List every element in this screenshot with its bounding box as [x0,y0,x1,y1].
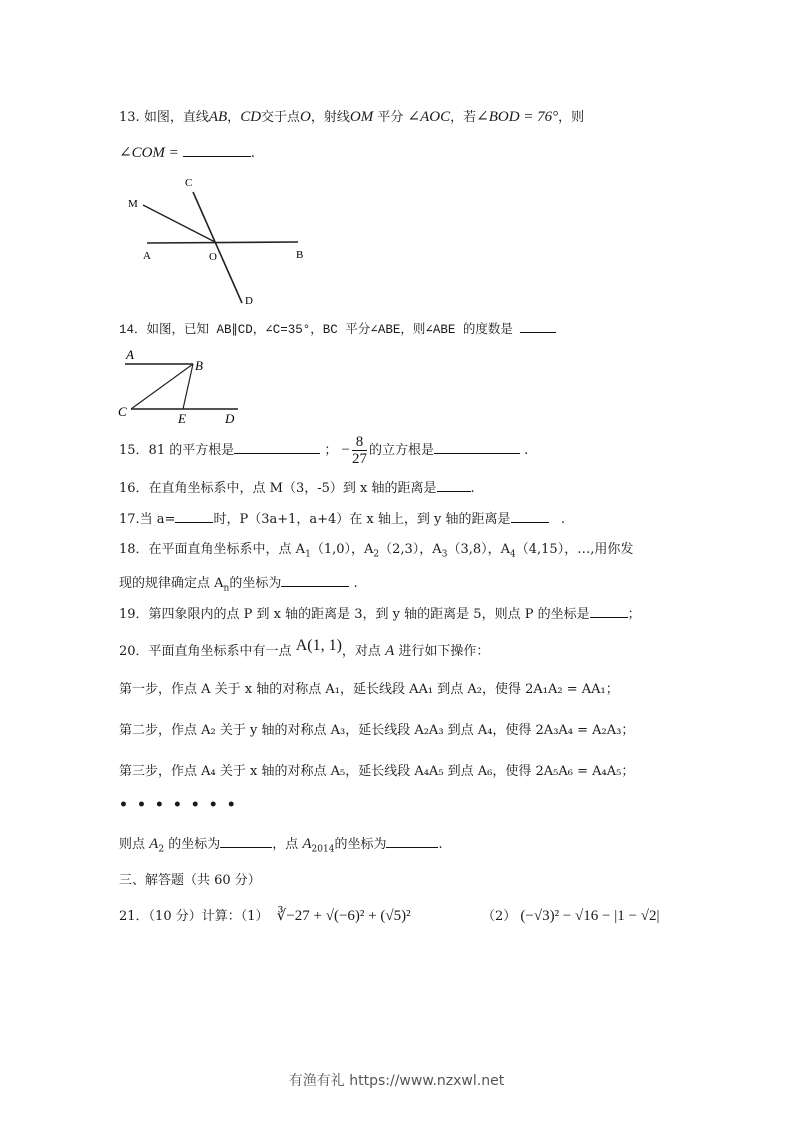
point-a: A [385,643,395,659]
ellipsis-dots [119,796,245,814]
question-15 [119,432,528,469]
subscript: 2 [373,549,380,560]
numerator: 8 [352,434,367,451]
q13-sep: ， [227,110,241,125]
question-13-line1 [119,108,584,127]
q17-text: 时，P（3a+1，a+4）在 x 轴上，到 y 轴的距离是 [213,512,511,527]
subscript: 4 [510,549,516,560]
footer-text: 有渔有礼 https://www.nzxwl.net [288,1073,505,1089]
answer-blank-17b[interactable] [511,510,549,523]
q20-end: . [438,837,443,852]
q18-point-a4: （4,15），…,用你发 [515,542,634,557]
expression-part2: (−√3)² − √16 − |1 − √2| [520,908,660,924]
subscript: 2 [158,844,165,855]
answer-blank-13[interactable] [183,144,251,157]
q19-end: ； [627,607,641,622]
question-21-part2 [482,907,659,926]
label-c: C [185,177,193,189]
q20-step3-text: 第三步，作点 A₄ 关于 x 轴的对称点 A₅，延长线段 A₄A₅ 到点 A₆，使得 2A₅A₆ = A₄A₅； [119,764,635,779]
label-d: D [245,295,253,307]
point-o: O [300,109,311,125]
label-b: B [195,358,203,373]
ray-om: OM [349,109,374,125]
q18-text: 的坐标为 [229,576,282,591]
answer-blank-19[interactable] [590,605,628,618]
q20-text: 的坐标为 [168,837,221,852]
answer-blank-18[interactable] [281,574,349,587]
label-e: E [178,411,186,425]
q20-step1 [119,681,619,699]
q15-text: 的立方根是 [368,443,434,458]
label-a: A [143,250,151,262]
question-18-line2 [119,574,358,598]
q17-text: 17.当 a= [119,512,176,527]
q20-text: 则点 [119,837,146,852]
denominator: 27 [351,451,367,467]
label-o: O [209,251,217,263]
question-19 [119,605,641,624]
q13-text: 如图，直线 [143,110,209,125]
question-21 [119,907,411,926]
q13-number: 13. [119,110,140,125]
point-a: A [302,836,312,852]
label-d: D [225,411,235,425]
footer-watermark [0,1070,793,1090]
section-heading-3 [119,872,261,890]
q16-text: 16．在直角坐标系中，点 M（3，-5）到 x 轴的距离是 [119,481,437,496]
answer-blank-20b[interactable] [386,835,438,848]
q19-text: 19．第四象限内的点 P 到 x 轴的距离是 3，到 y 轴的距离是 5，则点 P 的坐标是 [119,607,590,622]
answer-blank-16[interactable] [437,479,471,492]
answer-blank-15a[interactable] [234,441,320,454]
section-title: 三、解答题（共 60 分） [119,873,261,888]
q20-text: ，对点 [341,644,381,659]
q18-end: . [353,576,358,591]
question-13-line2 [119,144,255,163]
point-a: A [149,836,159,852]
q13-text: 交于点 [261,110,301,125]
subscript: 1 [305,549,311,560]
question-14 [119,320,556,339]
subscript: 3 [441,549,448,560]
fraction-8-27 [352,434,367,467]
minus-sign: − [341,442,350,458]
angle-bod: ∠BOD = 76° [476,109,559,125]
q18-text: 18．在平面直角坐标系中，点 A [119,542,306,557]
answer-blank-17a[interactable] [175,510,213,523]
question-20 [119,637,490,661]
q17-end: . [560,512,566,527]
q20-step2-text: 第二步，作点 A₂ 关于 y 轴的对称点 A₃，延长线段 A₂A₃ 到点 A₄，使得 2A₃A₄ = A₂A₃； [119,723,635,738]
q13-end: . [250,146,256,161]
label-a: A [126,347,134,362]
q18-text: 现的规律确定点 A [119,576,224,591]
question-18-line1 [119,541,633,564]
part2-label: （2） [482,909,517,924]
q13-text: ，若 [450,110,477,125]
q18-point-a1: （1,0），A [310,542,374,557]
q16-end: . [470,481,475,496]
question-16 [119,479,475,498]
q20-step1-text: 第一步，作点 A 关于 x 轴的对称点 A₁，延长线段 AA₁ 到点 A₂，使得 2A₁A₂ = AA₁； [119,682,619,697]
q20-step3 [119,763,634,781]
angle-aoc: ∠AOC [407,109,451,125]
q13-text: ，则 [558,110,585,125]
label-m: M [128,198,138,210]
q20-question [119,835,443,859]
q18-point-a3: （3,8），A [447,542,511,557]
q13-text: ，射线 [310,110,350,125]
subscript: 2014 [311,844,335,855]
point-a-coords: A(1, 1) [295,637,342,654]
q20-text: 的坐标为 [334,837,387,852]
q15-end: . [524,443,529,458]
q21-text: 21．（10 分）计算：（1） [119,909,269,924]
q15-sep: ； [324,443,338,458]
answer-blank-14[interactable] [520,320,556,333]
q18-point-a2: （2,3），A [379,542,442,557]
line-ab: AB [208,109,228,125]
q14-text: 14．如图，已知 AB∥CD，∠C=35°，BC 平分∠ABE，则∠ABE 的度数是 [119,323,513,337]
line-cd: CD [240,109,262,125]
figure-13-intersecting-lines [120,170,320,310]
q20-text: 进行如下操作： [398,644,490,659]
label-b: B [296,249,304,261]
question-17 [119,510,565,529]
answer-blank-15b[interactable] [434,441,520,454]
q15-text: 15．81 的平方根是 [119,443,235,458]
q20-text: ，点 [272,837,299,852]
q20-step2 [119,722,634,740]
answer-blank-20a[interactable] [220,835,272,848]
label-c: C [118,404,127,419]
q20-text: 20．平面直角坐标系中有一点 [119,644,292,659]
subscript: n [223,583,230,594]
angle-com: ∠COM = [119,145,179,161]
figure-14-parallel-lines [115,345,245,425]
q13-text: 平分 [377,110,404,125]
dots: ••••••• [119,797,245,813]
expression-part1: ∛−27 + √(−6)² + (√5)² [276,908,411,924]
